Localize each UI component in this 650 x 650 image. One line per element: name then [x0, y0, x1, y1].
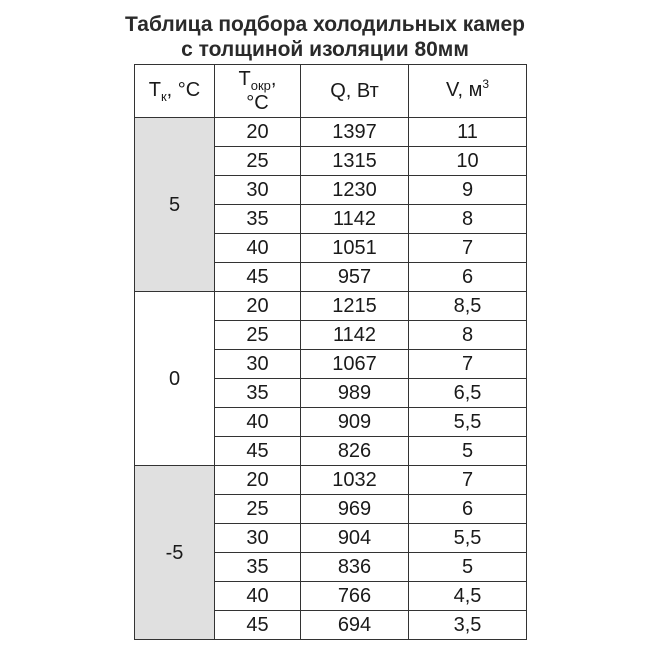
volume-cell: 7 [409, 350, 527, 379]
volume-cell: 4,5 [409, 582, 527, 611]
ambient-temp-cell: 35 [215, 205, 301, 234]
table-title-line-2: с толщиной изоляции 80мм [181, 38, 469, 61]
ambient-temp-cell: 45 [215, 437, 301, 466]
ambient-temp-cell: 35 [215, 379, 301, 408]
cooling-power-cell: 1051 [301, 234, 409, 263]
chamber-temp-cell: -5 [135, 466, 215, 640]
ambient-temp-cell: 45 [215, 611, 301, 640]
volume-cell: 7 [409, 234, 527, 263]
table-row [135, 118, 527, 147]
header-tk-unit: , °C [166, 79, 201, 101]
header-volume [409, 65, 527, 118]
cooling-power-cell: 1142 [301, 321, 409, 350]
ambient-temp-cell: 25 [215, 321, 301, 350]
table-row [135, 466, 527, 495]
volume-cell: 5 [409, 553, 527, 582]
cooling-power-cell: 1032 [301, 466, 409, 495]
header-tk-symbol: T [148, 79, 161, 101]
header-volume-superscript: 3 [482, 77, 490, 91]
ambient-temp-cell: 25 [215, 147, 301, 176]
cooling-power-cell: 694 [301, 611, 409, 640]
cooling-power-cell: 1230 [301, 176, 409, 205]
ambient-temp-cell: 40 [215, 582, 301, 611]
ambient-temp-cell: 20 [215, 118, 301, 147]
volume-cell: 8,5 [409, 292, 527, 321]
table-title-line-1: Таблица подбора холодильных камер [125, 13, 525, 36]
header-volume-label: V, м [445, 79, 483, 101]
cooling-power-cell: 766 [301, 582, 409, 611]
volume-cell: 10 [409, 147, 527, 176]
header-tokr-symbol: T [238, 68, 251, 90]
chamber-temp-cell: 5 [135, 118, 215, 292]
header-chamber-temp [135, 65, 215, 118]
table-row [135, 292, 527, 321]
cooling-power-cell: 904 [301, 524, 409, 553]
volume-cell: 5 [409, 437, 527, 466]
header-tokr-subscript: окр [250, 78, 271, 93]
header-ambient-temp [215, 65, 301, 118]
header-row [135, 65, 527, 118]
volume-cell: 5,5 [409, 524, 527, 553]
ambient-temp-cell: 30 [215, 350, 301, 379]
volume-cell: 11 [409, 118, 527, 147]
ambient-temp-cell: 30 [215, 524, 301, 553]
cooling-power-cell: 826 [301, 437, 409, 466]
volume-cell: 5,5 [409, 408, 527, 437]
volume-cell: 8 [409, 321, 527, 350]
refrigeration-chamber-table [134, 64, 527, 640]
volume-cell: 3,5 [409, 611, 527, 640]
cooling-power-cell: 836 [301, 553, 409, 582]
cooling-power-cell: 969 [301, 495, 409, 524]
header-cooling-power: Q, Вт [301, 65, 409, 118]
cooling-power-cell: 989 [301, 379, 409, 408]
ambient-temp-cell: 20 [215, 292, 301, 321]
header-tokr-comma: , [270, 68, 277, 90]
ambient-temp-cell: 30 [215, 176, 301, 205]
ambient-temp-cell: 35 [215, 553, 301, 582]
ambient-temp-cell: 20 [215, 466, 301, 495]
ambient-temp-cell: 40 [215, 234, 301, 263]
volume-cell: 9 [409, 176, 527, 205]
volume-cell: 6 [409, 263, 527, 292]
cooling-power-cell: 1215 [301, 292, 409, 321]
volume-cell: 8 [409, 205, 527, 234]
volume-cell: 6,5 [409, 379, 527, 408]
volume-cell: 6 [409, 495, 527, 524]
cooling-power-cell: 1397 [301, 118, 409, 147]
ambient-temp-cell: 25 [215, 495, 301, 524]
header-tokr-unit: °C [246, 92, 269, 114]
cooling-power-cell: 1142 [301, 205, 409, 234]
header-tk-subscript: к [160, 89, 167, 104]
chamber-temp-cell: 0 [135, 292, 215, 466]
volume-cell: 7 [409, 466, 527, 495]
cooling-power-cell: 1315 [301, 147, 409, 176]
cooling-power-cell: 957 [301, 263, 409, 292]
cooling-power-cell: 1067 [301, 350, 409, 379]
ambient-temp-cell: 45 [215, 263, 301, 292]
ambient-temp-cell: 40 [215, 408, 301, 437]
cooling-power-cell: 909 [301, 408, 409, 437]
